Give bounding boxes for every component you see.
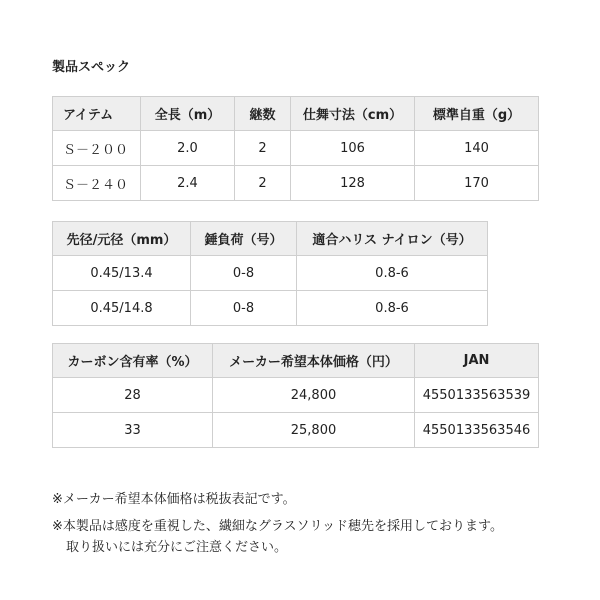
cell-weight: 170 bbox=[415, 166, 539, 201]
table-header-row bbox=[53, 222, 488, 256]
cell-tip-butt-diameter: 0.45/13.4 bbox=[53, 256, 191, 291]
page-title: 製品スペック bbox=[52, 60, 131, 75]
cell-sections: 2 bbox=[235, 131, 291, 166]
cell-jan: 4550133563546 bbox=[415, 413, 539, 448]
table-row bbox=[53, 413, 539, 448]
table-row bbox=[53, 256, 488, 291]
note-handle-with-care: 取り扱いには充分にご注意ください。 bbox=[66, 540, 288, 555]
header-weight: 標準自重（g） bbox=[415, 97, 539, 131]
table-row bbox=[53, 378, 539, 413]
spec-table-dimensions bbox=[52, 96, 539, 201]
spec-table-price bbox=[52, 343, 539, 448]
cell-line-rating: 0.8-6 bbox=[297, 291, 488, 326]
cell-retail-price: 25,800 bbox=[213, 413, 415, 448]
cell-tip-butt-diameter: 0.45/14.8 bbox=[53, 291, 191, 326]
header-lure-load: 錘負荷（号） bbox=[191, 222, 297, 256]
cell-sections: 2 bbox=[235, 166, 291, 201]
cell-jan: 4550133563539 bbox=[415, 378, 539, 413]
cell-weight: 140 bbox=[415, 131, 539, 166]
header-length: 全長（m） bbox=[141, 97, 235, 131]
cell-line-rating: 0.8-6 bbox=[297, 256, 488, 291]
cell-length: 2.0 bbox=[141, 131, 235, 166]
cell-retail-price: 24,800 bbox=[213, 378, 415, 413]
header-item: アイテム bbox=[53, 97, 141, 131]
header-retail-price: メーカー希望本体価格（円） bbox=[213, 344, 415, 378]
table-row bbox=[53, 166, 539, 201]
spec-table-tip-load bbox=[52, 221, 488, 326]
note-solid-tip: ※本製品は感度を重視した、繊細なグラスソリッド穂先を採用しております。 bbox=[52, 519, 503, 534]
table-row bbox=[53, 291, 488, 326]
header-tip-butt-diameter: 先径/元径（mm） bbox=[53, 222, 191, 256]
cell-closed-length: 128 bbox=[291, 166, 415, 201]
header-line-rating: 適合ハリス ナイロン（号） bbox=[297, 222, 488, 256]
header-jan: JAN bbox=[415, 344, 539, 378]
table-header-row bbox=[53, 97, 539, 131]
cell-carbon-content: 33 bbox=[53, 413, 213, 448]
header-carbon-content: カーボン含有率（%） bbox=[53, 344, 213, 378]
cell-lure-load: 0-8 bbox=[191, 291, 297, 326]
table-header-row bbox=[53, 344, 539, 378]
cell-length: 2.4 bbox=[141, 166, 235, 201]
cell-item: Ｓ－２４０ bbox=[53, 166, 141, 201]
cell-carbon-content: 28 bbox=[53, 378, 213, 413]
note-price-excl-tax: ※メーカー希望本体価格は税抜表記です。 bbox=[52, 492, 296, 507]
cell-closed-length: 106 bbox=[291, 131, 415, 166]
header-sections: 継数 bbox=[235, 97, 291, 131]
cell-lure-load: 0-8 bbox=[191, 256, 297, 291]
table-row bbox=[53, 131, 539, 166]
cell-item: Ｓ－２００ bbox=[53, 131, 141, 166]
header-closed-length: 仕舞寸法（cm） bbox=[291, 97, 415, 131]
